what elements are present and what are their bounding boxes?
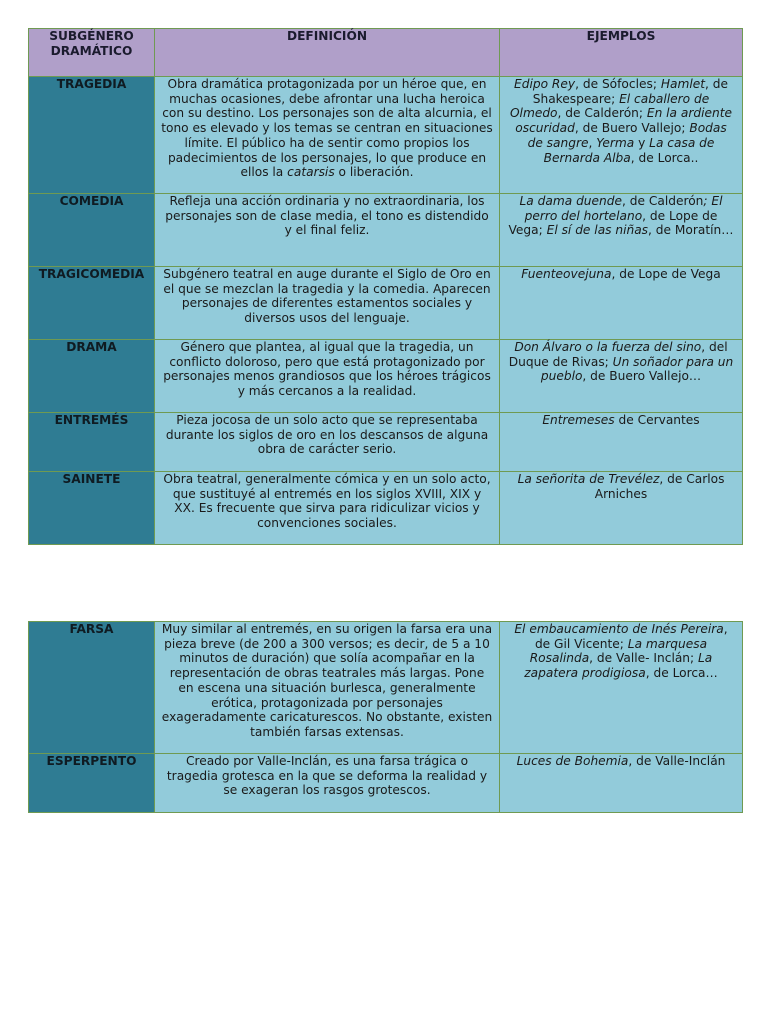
subgenre-name: ENTREMÉS	[29, 413, 155, 472]
definition-cell	[155, 267, 500, 340]
italic-title: El sí de las niñas	[546, 223, 649, 238]
subgenre-name: COMEDIA	[29, 194, 155, 267]
italic-title: catarsis	[287, 165, 335, 180]
text-segment: Muy similar al entremés, en su origen la farsa era una pieza breve (de 200 a 300 versos; es decir, de 5 a 10 minutos de duración) que solía acompañar en la representación de obras teatrales más largas. Pone en escena una situación burlesca, generalmente erótica, protagonizada por personajes exageradamente caricaturescos. No obstante, existen también farsas extensas.	[161, 622, 493, 739]
table-row	[29, 472, 743, 545]
italic-title: El caballero de Olmedo	[509, 91, 710, 121]
italic-title: Fuenteovejuna	[521, 267, 612, 281]
examples-cell	[500, 340, 743, 413]
italic-title: En la ardiente oscuridad	[515, 106, 733, 136]
table-row	[29, 413, 743, 472]
italic-title: Bodas de sangre	[527, 121, 727, 150]
examples-cell	[500, 622, 743, 754]
subgenre-name: DRAMA	[29, 340, 155, 413]
italic-title: La zapatera prodigiosa	[524, 651, 713, 681]
text-segment: , de Lorca..	[630, 150, 699, 165]
text-segment: , del Duque de Rivas;	[508, 340, 728, 369]
text-segment: Obra dramática protagonizada por un héroe que, en muchas ocasiones, debe afrontar una lucha heroica con su destino. Los personajes son de alta alcurnia, el tono es elevado y los temas se centran en situaciones límite. El público ha de sentir como propios los padecimientos de los personajes, lo que produce en ellos la	[161, 77, 493, 180]
text-segment: Pieza jocosa de un solo acto que se representaba durante los siglos de oro en los descansos de alguna obra de carácter serio.	[165, 413, 489, 457]
text-segment: , de Valle- Inclán;	[589, 651, 699, 666]
text-segment: y	[634, 135, 650, 150]
text-segment: Género que plantea, al igual que la tragedia, un conflicto doloroso, pero que está protagonizado por personajes menos grandiosos que los héroes trágicos y más cercanos a la realidad.	[163, 340, 491, 399]
table-row	[29, 267, 743, 340]
subgenre-name: FARSA	[29, 622, 155, 754]
definition-cell	[155, 472, 500, 545]
text-segment: , de Moratín…	[648, 223, 734, 238]
subgenre-name: ESPERPENTO	[29, 754, 155, 813]
subgenre-name: SAINETE	[29, 472, 155, 545]
table-row	[29, 622, 743, 754]
italic-title: Edipo Rey	[514, 77, 576, 91]
genres-table-2	[28, 621, 743, 813]
italic-title: Entremeses	[542, 413, 615, 427]
table-row	[29, 194, 743, 267]
italic-title: La dama duende	[519, 194, 622, 208]
text-segment: , de Calderón;	[557, 106, 647, 121]
definition-cell	[155, 622, 500, 754]
examples-cell	[500, 194, 743, 267]
text-segment: o liberación.	[334, 165, 414, 180]
text-segment: ,	[588, 135, 597, 150]
examples-cell	[500, 754, 743, 813]
definition-cell	[155, 754, 500, 813]
italic-title: La señorita de Trevélez	[517, 472, 660, 486]
genres-table-1	[28, 28, 743, 545]
header-definition: DEFINICIÓN	[155, 29, 500, 77]
text-segment: , de Lorca…	[645, 666, 718, 681]
table-row	[29, 77, 743, 194]
text-segment: , de Carlos Arniches	[594, 472, 725, 501]
italic-title: Don Álvaro o la fuerza del sino	[514, 340, 702, 354]
subgenre-name: TRAGEDIA	[29, 77, 155, 194]
text-segment: Refleja una acción ordinaria y no extraordinaria, los personajes son de clase media, el tono es distendido y el final feliz.	[165, 194, 489, 238]
definition-cell	[155, 340, 500, 413]
definition-cell	[155, 194, 500, 267]
italic-title: Luces de Bohemia	[516, 754, 629, 768]
examples-cell	[500, 267, 743, 340]
table-row	[29, 340, 743, 413]
text-segment: , de Calderón	[622, 194, 704, 208]
table-row	[29, 754, 743, 813]
examples-cell	[500, 77, 743, 194]
italic-title: El embaucamiento de Inés Pereira	[514, 622, 724, 636]
header-subgenre: SUBGÉNERO DRAMÁTICO	[29, 29, 155, 77]
subgenre-name: TRAGICOMEDIA	[29, 267, 155, 340]
italic-title: La marquesa Rosalinda	[529, 636, 708, 666]
italic-title: La casa de Bernarda Alba	[543, 135, 715, 165]
text-segment: , de Buero Vallejo…	[582, 369, 702, 384]
text-segment: , de Lope de Vega;	[508, 208, 718, 238]
italic-title: Hamlet	[660, 77, 705, 91]
examples-cell	[500, 413, 743, 472]
text-segment: Obra teatral, generalmente cómica y en un solo acto, que sustituyé al entremés en los siglos XVIII, XIX y XX. Es frecuente que sirva para ridiculizar vicios y convenciones sociales.	[163, 472, 491, 531]
examples-cell	[500, 472, 743, 545]
definition-cell	[155, 413, 500, 472]
italic-title: Un soñador para un pueblo	[540, 354, 734, 384]
header-examples: EJEMPLOS	[500, 29, 743, 77]
italic-title: ; El perro del hortelano	[524, 194, 723, 223]
text-segment: Subgénero teatral en auge durante el Siglo de Oro en el que se mezclan la tragedia y la comedia. Aparecen personajes de diferentes estamentos sociales y diversos usos del lenguaje.	[163, 267, 491, 326]
text-segment: , de Valle-Inclán	[628, 754, 726, 768]
text-segment: , de Gil Vicente;	[534, 622, 728, 651]
text-segment: , de Shakespeare;	[532, 77, 728, 106]
text-segment: de Cervantes	[614, 413, 700, 427]
text-segment: , de Sófocles;	[575, 77, 661, 91]
definition-cell	[155, 77, 500, 194]
text-segment: Creado por Valle-Inclán, es una farsa trágica o tragedia grotesca en la que se deforma la realidad y se exageran los rasgos grotescos.	[166, 754, 488, 798]
text-segment: , de Lope de Vega	[611, 267, 721, 281]
italic-title: Yerma	[596, 135, 635, 150]
text-segment: , de Buero Vallejo;	[574, 121, 690, 136]
